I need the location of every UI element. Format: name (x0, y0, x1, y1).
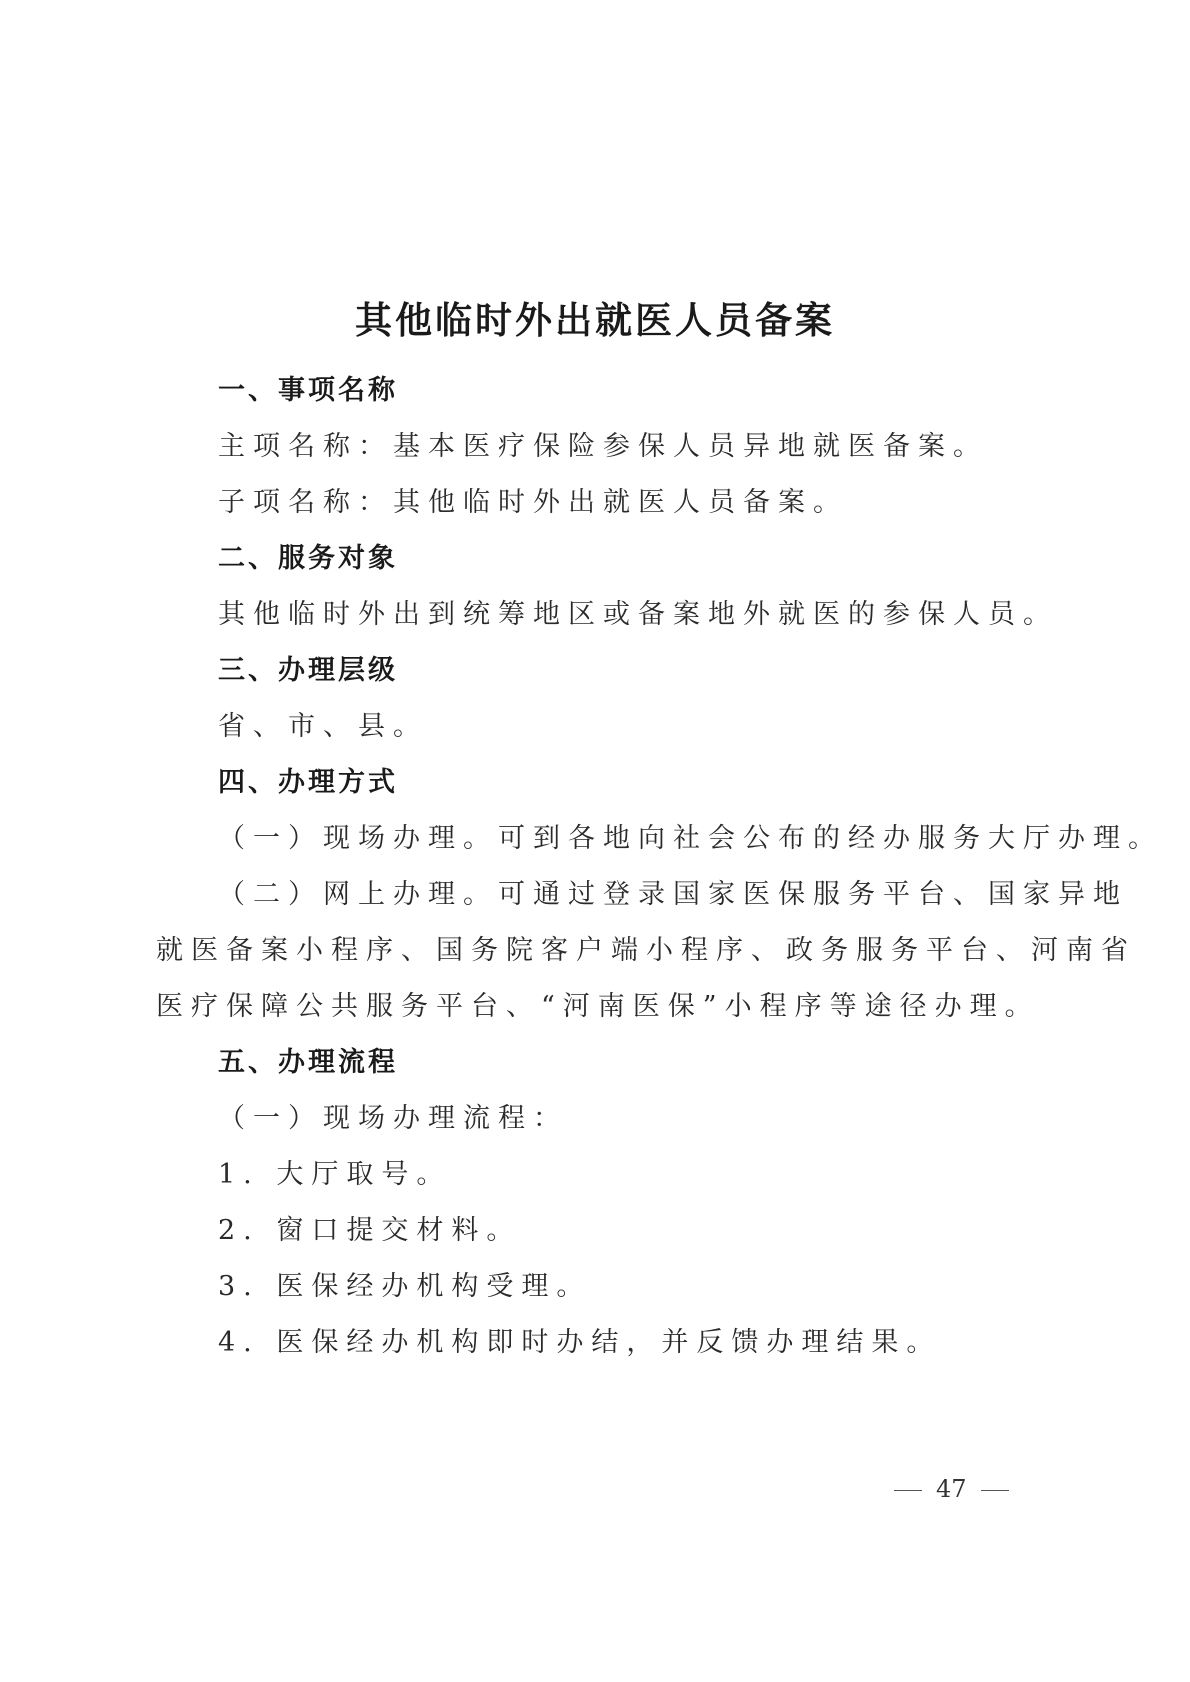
main-item-name: 主项名称：基本医疗保险参保人员异地就医备案。 (218, 431, 988, 462)
handling-level-text: 省、市、县。 (218, 711, 428, 742)
sub-item-name: 子项名称：其他临时外出就医人员备案。 (218, 487, 848, 518)
process-step-2: 2. 窗口提交材料。 (218, 1215, 522, 1246)
section-heading-handling-method: 四、办理方式 (218, 767, 398, 798)
process-step-1: 1. 大厅取号。 (218, 1159, 452, 1190)
section-heading-handling-process: 五、办理流程 (218, 1047, 398, 1078)
onsite-handling-text: （一）现场办理。可到各地向社会公布的经办服务大厅办理。 (218, 823, 1163, 854)
section-heading-service-target: 二、服务对象 (218, 543, 398, 574)
page-number-dash-right (981, 1490, 1009, 1491)
service-target-text: 其他临时外出到统筹地区或备案地外就医的参保人员。 (218, 599, 1058, 630)
section-heading-item-name: 一、事项名称 (218, 375, 398, 406)
section-heading-handling-level: 三、办理层级 (218, 655, 398, 686)
page-number-dash-left (894, 1490, 922, 1491)
document-title: 其他临时外出就医人员备案 (355, 299, 835, 342)
page-number: 47 (936, 1475, 967, 1503)
online-handling-text-line-3: 医疗保障公共服务平台、“河南医保”小程序等途径办理。 (156, 991, 1040, 1022)
onsite-process-title: （一）现场办理流程： (218, 1103, 568, 1134)
process-step-3: 3. 医保经办机构受理。 (218, 1271, 592, 1302)
process-step-4: 4. 医保经办机构即时办结，并反馈办理结果。 (218, 1327, 942, 1358)
page-number-footer (880, 1475, 1023, 1503)
online-handling-text-line-2: 就医备案小程序、国务院客户端小程序、政务服务平台、河南省 (156, 935, 1136, 966)
online-handling-text-line-1: （二）网上办理。可通过登录国家医保服务平台、国家异地 (218, 879, 1128, 910)
